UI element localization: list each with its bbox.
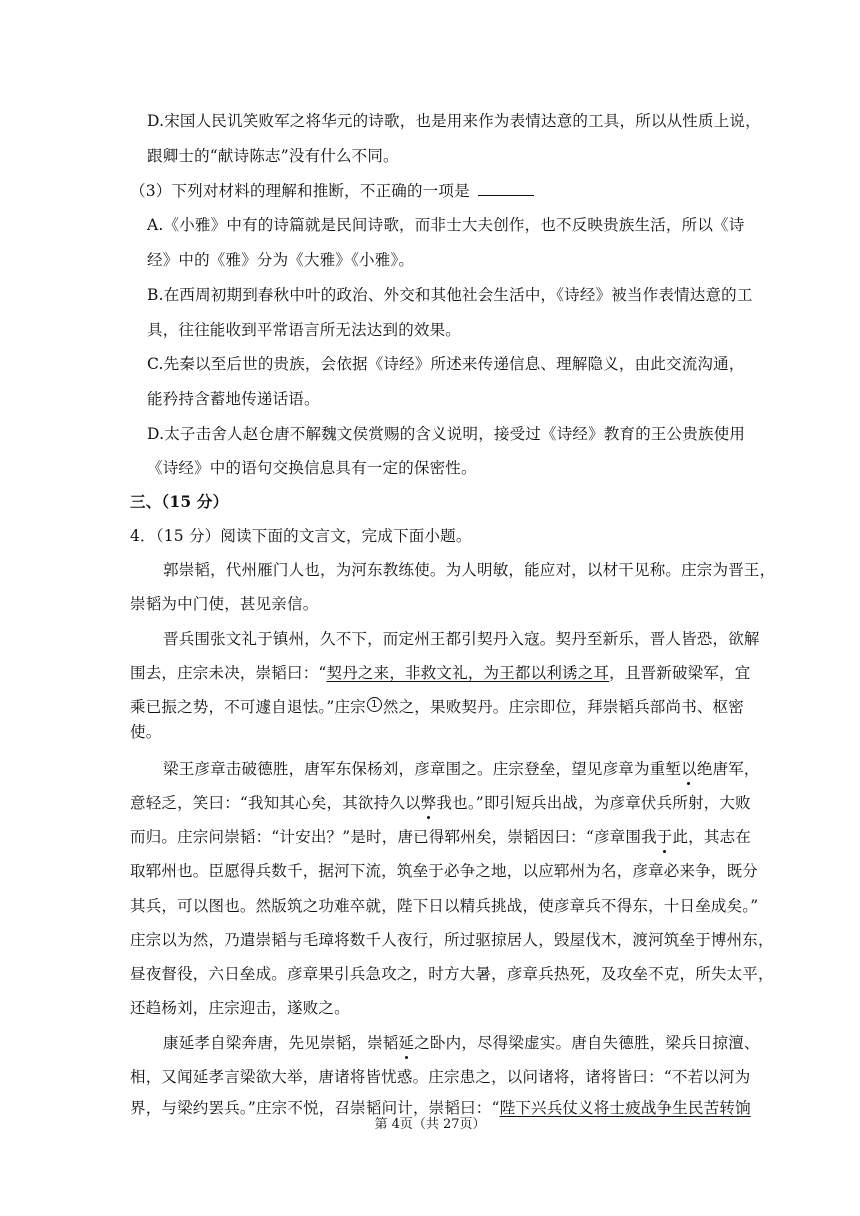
paragraph-4-line1-text-b: 之卧内，尽得梁虚实。唐自失德胜，梁兵日掠澶、 xyxy=(414,1034,760,1052)
dotted-char-yan: 延 xyxy=(398,1034,415,1052)
paragraph-3-line8: 还趋杨刘，庄宗迎击，遂败之。 xyxy=(130,999,350,1017)
dotted-char-bi: 弊 xyxy=(420,794,437,812)
option-c-line1: C.先秦以至后世的贵族，会依据《诗经》所述来传递信息、理解隐义，由此交流沟通， xyxy=(147,355,745,373)
paragraph-2-line3-text-a: 乘已振之势，不可遽自退怯。”庄宗 xyxy=(130,698,366,716)
question-3-stem xyxy=(130,180,534,202)
paragraph-4-line1-text-a: 康延孝自梁奔唐，先见崇韬，崇韬 xyxy=(163,1034,399,1052)
paragraph-2-line2-text-a: 围去，庄宗未决，崇韬曰：“ xyxy=(130,664,327,682)
paragraph-4-line2: 相，又闻延孝言梁欲大举，唐诸将皆忧惑。庄宗患之，以问诸将，诸将皆曰：“不若以河为 xyxy=(130,1068,751,1086)
paragraph-3-line1-text-a: 梁王彦章击破德胜，唐军东保杨刘，彦章围之。庄宗登垒，望见彦章为重堑 xyxy=(163,760,682,778)
option-d-prev-line2: 跟卿士的“献诗陈志”没有什么不同。 xyxy=(147,147,399,165)
underlined-sentence-2: 陛下兴兵仗义将士疲战争生民苦转饷 xyxy=(499,1099,751,1117)
section-3-heading: 三、（15 分） xyxy=(130,492,229,511)
paragraph-4-line3-text-a: 界，与梁约罢兵。”庄宗不悦，召崇韬问计，崇韬曰：“ xyxy=(130,1099,500,1117)
page-footer: 第 4页（共 27页） xyxy=(374,1117,486,1132)
paragraph-3-line1-text-b: 绝唐军， xyxy=(696,760,760,778)
paragraph-3-line2 xyxy=(130,792,751,814)
option-b-line1: B.在西周初期到春秋中叶的政治、外交和其他社会生活中，《诗经》被当作表情达意的工 xyxy=(147,286,753,304)
paragraph-3-line5: 其兵，可以图也。然版筑之功难卒就，陛下日以精兵挑战，使彦章兵不得东，十日垒成矣。” xyxy=(130,897,759,915)
paragraph-2-line2 xyxy=(130,662,750,684)
paragraph-3-line3-text-a: 而归。庄宗问崇韬：“计安出？”是时，唐已得郓州矣，崇韬因曰：“彦章围我 xyxy=(130,828,657,846)
paragraph-4-line1 xyxy=(163,1032,760,1054)
paragraph-2-line3-text-b: 然之，果败契丹。庄宗即位，拜崇韬兵部尚书、枢密 xyxy=(382,698,744,716)
question-4-stem: 4．（15 分）阅读下面的文言文，完成下面小题。 xyxy=(130,527,472,545)
paragraph-3-line2-text-a: 意轻乏，笑曰：“我知其心矣，其欲持久以 xyxy=(130,794,421,812)
paragraph-3-line7: 昼夜督役，六日垒成。彦章果引兵急攻之，时方大暑，彦章兵热死，及攻垒不克，所失太平， xyxy=(130,965,774,983)
paragraph-3-line3-text-b: 此，其志在 xyxy=(672,828,751,846)
dotted-char-yu: 于 xyxy=(656,828,673,846)
paragraph-3-line2-text-b: 我也。”即引短兵出战，为彦章伏兵所射，大败 xyxy=(436,794,751,812)
option-a-line2: 经》中的《雅》分为《大雅》《小雅》。 xyxy=(147,251,415,269)
option-d-line1: D.太子击舍人赵仓唐不解魏文侯赏赐的含义说明，接受过《诗经》教育的王公贵族使用 xyxy=(147,425,746,443)
option-c-line2: 能矜持含蓄地传递话语。 xyxy=(147,390,320,408)
paragraph-2-line4: 使。 xyxy=(130,723,162,741)
option-b-line2: 具，往往能收到平常语言所无法达到的效果。 xyxy=(147,321,462,339)
underlined-sentence-1: 契丹之来，非救文礼，为王都以利诱之耳 xyxy=(326,664,610,682)
paragraph-3-line1 xyxy=(163,758,760,780)
footnote-marker: 1 xyxy=(367,697,382,712)
option-d-line2: 《诗经》中的语句交换信息具有一定的保密性。 xyxy=(147,459,477,477)
paragraph-3-line3 xyxy=(130,826,751,848)
paragraph-1-line2: 崇韬为中门使，甚见亲信。 xyxy=(130,595,319,613)
paragraph-3-line4: 取郓州也。臣愿得兵数千，据河下流，筑垒于必争之地，以应郓州为名，彦章必来争，既分 xyxy=(130,862,759,880)
answer-blank xyxy=(478,181,534,196)
paragraph-2-line1: 晋兵围张文礼于镇州，久不下，而定州王都引契丹入寇。契丹至新乐，晋人皆恐，欲解 xyxy=(163,630,760,648)
dotted-char-yi: 以 xyxy=(681,760,697,778)
question-3-stem-text: （3）下列对材料的理解和推断，不正确的一项是 xyxy=(130,182,470,200)
option-d-prev-line1: D.宋国人民讥笑败军之将华元的诗歌，也是用来作为表情达意的工具，所以从性质上说， xyxy=(147,112,761,130)
paragraph-1-line1: 郭崇韬，代州雁门人也，为河东教练使。为人明敏，能应对，以材干见称。庄宗为晋王， xyxy=(163,561,776,579)
paragraph-2-line3 xyxy=(130,696,744,718)
paragraph-2-line2-text-b: ，且晋新破梁军，宜 xyxy=(609,664,751,682)
paragraph-3-line6: 庄宗以为然，乃遣崇韬与毛璋将数千人夜行，所过驱掠居人，毁屋伐木，渡河筑垒于博州东， xyxy=(130,931,774,949)
option-a-line1: A.《小雅》中有的诗篇就是民间诗歌，而非士大夫创作，也不反映贵族生活，所以《诗 xyxy=(147,216,745,234)
